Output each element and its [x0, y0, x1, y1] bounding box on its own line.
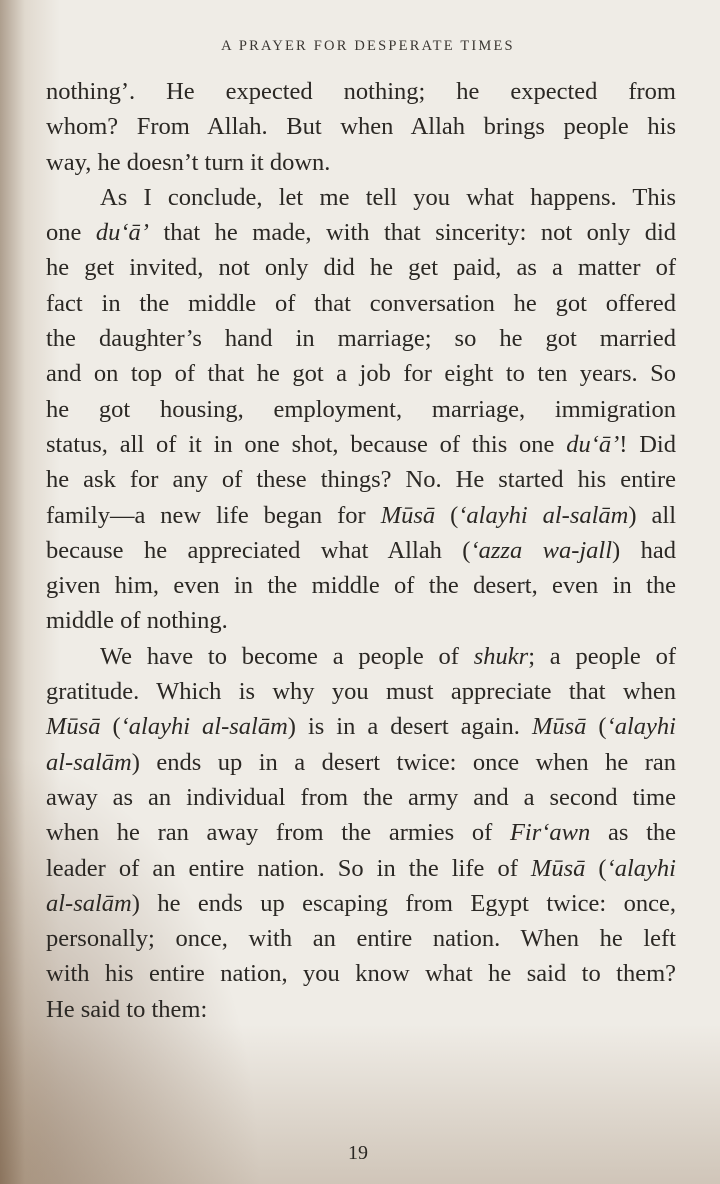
- text-segment: the daughter’s hand in marriage; so he got married: [46, 325, 676, 353]
- text-segment: personally; once, with an entire nation. When he left: [46, 925, 676, 953]
- text-segment: He said to them:: [46, 995, 208, 1023]
- text-line: [46, 145, 676, 180]
- italic-term: ‘alayhi al-salām: [458, 501, 629, 529]
- text-segment: whom? From Allah. But when Allah brings people his: [46, 113, 676, 141]
- text-line: [46, 74, 676, 109]
- italic-term: ‘alayhi: [606, 713, 676, 741]
- text-segment: he ask for any of these things? No. He started his entire: [46, 466, 676, 494]
- text-line: [46, 427, 676, 462]
- text-segment: that he made, with that sincerity: not only did: [148, 219, 677, 247]
- text-line: [46, 992, 676, 1027]
- italic-term: Mūsā: [380, 501, 436, 529]
- text-line: [46, 180, 676, 215]
- text-segment: middle of nothing.: [46, 607, 228, 635]
- text-segment: ; a people of: [528, 642, 676, 670]
- text-segment: ! Did: [619, 430, 676, 458]
- italic-term: ‘azza wa-jall: [470, 536, 613, 564]
- text-line: [46, 568, 676, 603]
- text-line: [46, 109, 676, 144]
- text-segment: nothing’. He expected nothing; he expected from: [46, 78, 676, 105]
- text-segment: As I conclude, let me tell you what happens. This: [100, 183, 676, 211]
- italic-term: shukr: [473, 642, 529, 670]
- italic-term: ‘alayhi al-salām: [120, 713, 288, 741]
- text-segment: ) had: [612, 536, 676, 564]
- text-line: [46, 815, 676, 850]
- text-line: [46, 886, 676, 921]
- text-segment: gratitude. Which is why you must appreciate that when: [46, 678, 676, 706]
- text-segment: (: [100, 713, 121, 741]
- text-line: [46, 674, 676, 709]
- text-segment: family—a new life began for: [46, 501, 381, 529]
- italic-term: al-salām: [46, 748, 132, 776]
- text-line: [46, 286, 676, 321]
- text-segment: leader of an entire nation. So in the life of: [46, 854, 531, 882]
- italic-term: Mūsā: [530, 854, 586, 882]
- text-line: [46, 321, 676, 356]
- text-line: [46, 603, 676, 638]
- text-segment: ) is in a desert again.: [287, 713, 532, 741]
- page-number: 19: [348, 1142, 368, 1164]
- text-segment: given him, even in the middle of the desert, even in the: [46, 572, 676, 600]
- text-line: [46, 956, 676, 991]
- text-line: [46, 356, 676, 391]
- text-line: [46, 462, 676, 497]
- text-line: [46, 533, 676, 568]
- text-line: [46, 709, 676, 744]
- running-head: A PRAYER FOR DESPERATE TIMES: [221, 38, 515, 54]
- text-segment: he got housing, employment, marriage, immigration: [46, 395, 676, 423]
- text-line: [46, 392, 676, 427]
- text-segment: one: [46, 219, 96, 247]
- text-line: [46, 250, 676, 285]
- text-segment: he get invited, not only did he get paid, as a matter of: [46, 254, 676, 282]
- body-text: [46, 74, 676, 1027]
- italic-term: du‘ā’: [95, 219, 149, 247]
- text-segment: fact in the middle of that conversation he got offered: [46, 289, 676, 317]
- text-segment: We have to become a people of: [100, 642, 474, 670]
- text-line: [46, 639, 676, 674]
- italic-term: Fir‘awn: [509, 819, 591, 847]
- text-segment: ) he ends up escaping from Egypt twice: once,: [131, 889, 676, 917]
- italic-term: al-salām: [46, 889, 132, 917]
- text-line: [46, 851, 676, 886]
- italic-term: Mūsā: [46, 713, 101, 741]
- text-segment: (: [435, 501, 459, 529]
- text-line: [46, 921, 676, 956]
- text-segment: ) ends up in a desert twice: once when he ran: [131, 748, 676, 776]
- text-segment: when he ran away from the armies of: [46, 819, 510, 847]
- text-segment: status, all of it in one shot, because of this one: [46, 430, 567, 458]
- text-segment: (: [586, 713, 607, 741]
- text-segment: with his entire nation, you know what he said to them?: [46, 960, 676, 988]
- text-segment: as the: [590, 819, 677, 847]
- italic-term: ‘alayhi: [606, 854, 676, 882]
- italic-term: Mūsā: [531, 713, 587, 741]
- text-line: [46, 745, 676, 780]
- text-line: [46, 215, 676, 250]
- text-segment: away as an individual from the army and a second time: [46, 783, 676, 811]
- text-line: [46, 780, 676, 815]
- text-segment: ) all: [628, 501, 677, 529]
- text-segment: and on top of that he got a job for eight to ten years. So: [46, 360, 676, 388]
- italic-term: du‘ā’: [566, 430, 620, 458]
- text-segment: because he appreciated what Allah (: [46, 536, 471, 564]
- text-segment: way, he doesn’t turn it down.: [46, 148, 331, 176]
- text-line: [46, 498, 676, 533]
- text-segment: (: [585, 854, 607, 882]
